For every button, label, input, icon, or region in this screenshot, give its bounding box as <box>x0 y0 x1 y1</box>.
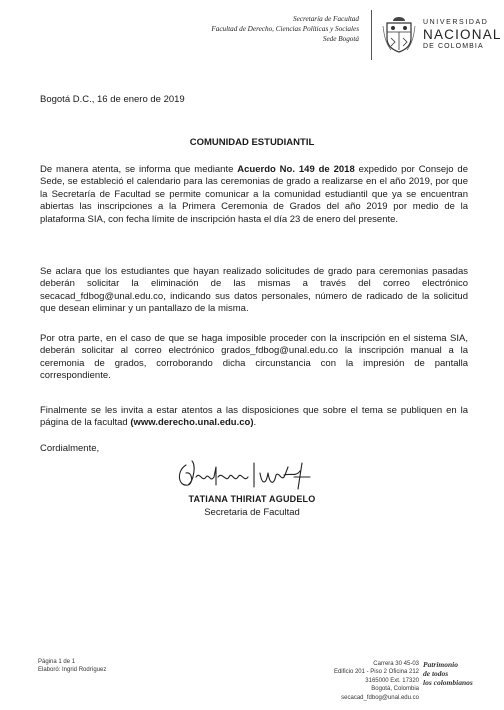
footer-left <box>38 658 106 674</box>
page-count: Página 1 de 1 <box>38 659 76 665</box>
header-divider <box>371 10 372 60</box>
paragraph-1 <box>40 164 468 226</box>
office-line: Facultad de Derecho, Ciencias Políticas y Sociales <box>211 25 359 33</box>
phone-line: 3165000 Ext. 17320 <box>365 677 419 684</box>
letter-heading: COMUNIDAD ESTUDIANTIL <box>189 137 315 148</box>
paragraph-4-text: Finalmente se les invita a estar atentos a las disposiciones que sobre el tema se publiquen en la página de la facultad <box>40 405 468 429</box>
signer-role: Secretaria de Facultad <box>204 507 300 518</box>
faculty-website: (www.derecho.unal.edu.co) <box>130 417 254 429</box>
prepared-by: Elaboró: Ingrid Rodríguez <box>38 667 107 673</box>
building-line: Edificio 201 - Piso 2 Oficina 212 <box>333 669 419 676</box>
footer-motto <box>423 660 473 687</box>
city-line: Bogotá, Colombia <box>371 686 419 693</box>
closing: Cordialmente, <box>40 443 100 454</box>
university-line-2: NACIONAL <box>423 27 502 42</box>
office-header <box>119 14 359 44</box>
office-line: Sede Bogotá <box>322 35 359 43</box>
office-line: Secretaría de Facultad <box>293 15 359 23</box>
paragraph-4 <box>40 405 468 430</box>
motto-line: Patrimonio <box>423 660 459 669</box>
place-date: Bogotá D.C., 16 de enero de 2019 <box>40 94 185 105</box>
paragraph-3: Por otra parte, en el caso de que se haga imposible proceder con la inscripción en el sistema SIA, deberán solicitar al correo electrónico grados_fdbog@unal.edu.co la inscripción manual a la ceremonia de grados, corroborando dicha circunstancia con la impresión de pantalla correspondiente. <box>40 333 468 382</box>
address-line: Carrera 30 45-03 <box>373 661 419 667</box>
email-line: secacad_fdbog@unal.edu.co <box>341 694 419 701</box>
university-line-3: DE COLOMBIA <box>423 43 484 50</box>
university-wordmark <box>423 18 502 51</box>
university-seal-icon <box>381 14 417 54</box>
motto-line: de todos <box>423 669 449 678</box>
footer-contact <box>290 660 419 702</box>
university-line-1: UNIVERSIDAD <box>423 19 489 26</box>
signer-name: TATIANA THIRIAT AGUDELO <box>188 494 316 504</box>
paragraph-1-text-end: expedido por Consejo de Sede, se estableció el calendario para las ceremonias de grado a realizarse en el año 2019, por que la Secretaría de Facultad se permite comunicar a la comunidad estudiantil que ya se encuentran abiertas las inscripciones a la Primera Ceremonia de Grados del año 2019 por medio de la plataforma SIA, con fecha límite de inscripción hasta el día 23 de enero del presente. <box>40 164 468 225</box>
paragraph-2: Se aclara que los estudiantes que hayan realizado solicitudes de grado para ceremonias pasadas deberán solicitar la eliminación de las mismas a través del correo electrónico secacad_fdbog@unal.edu.co, indicando sus datos personales, número de radicado de la solicitud que desean eliminar y un pantallazo de la misma. <box>40 266 468 315</box>
paragraph-1-text: De manera atenta, se informa que mediante <box>40 164 238 175</box>
motto-line: los colombianos <box>423 678 473 687</box>
paragraph-4-text-end: . <box>253 417 257 429</box>
agreement-reference: Acuerdo No. 149 de 2018 <box>237 164 355 175</box>
